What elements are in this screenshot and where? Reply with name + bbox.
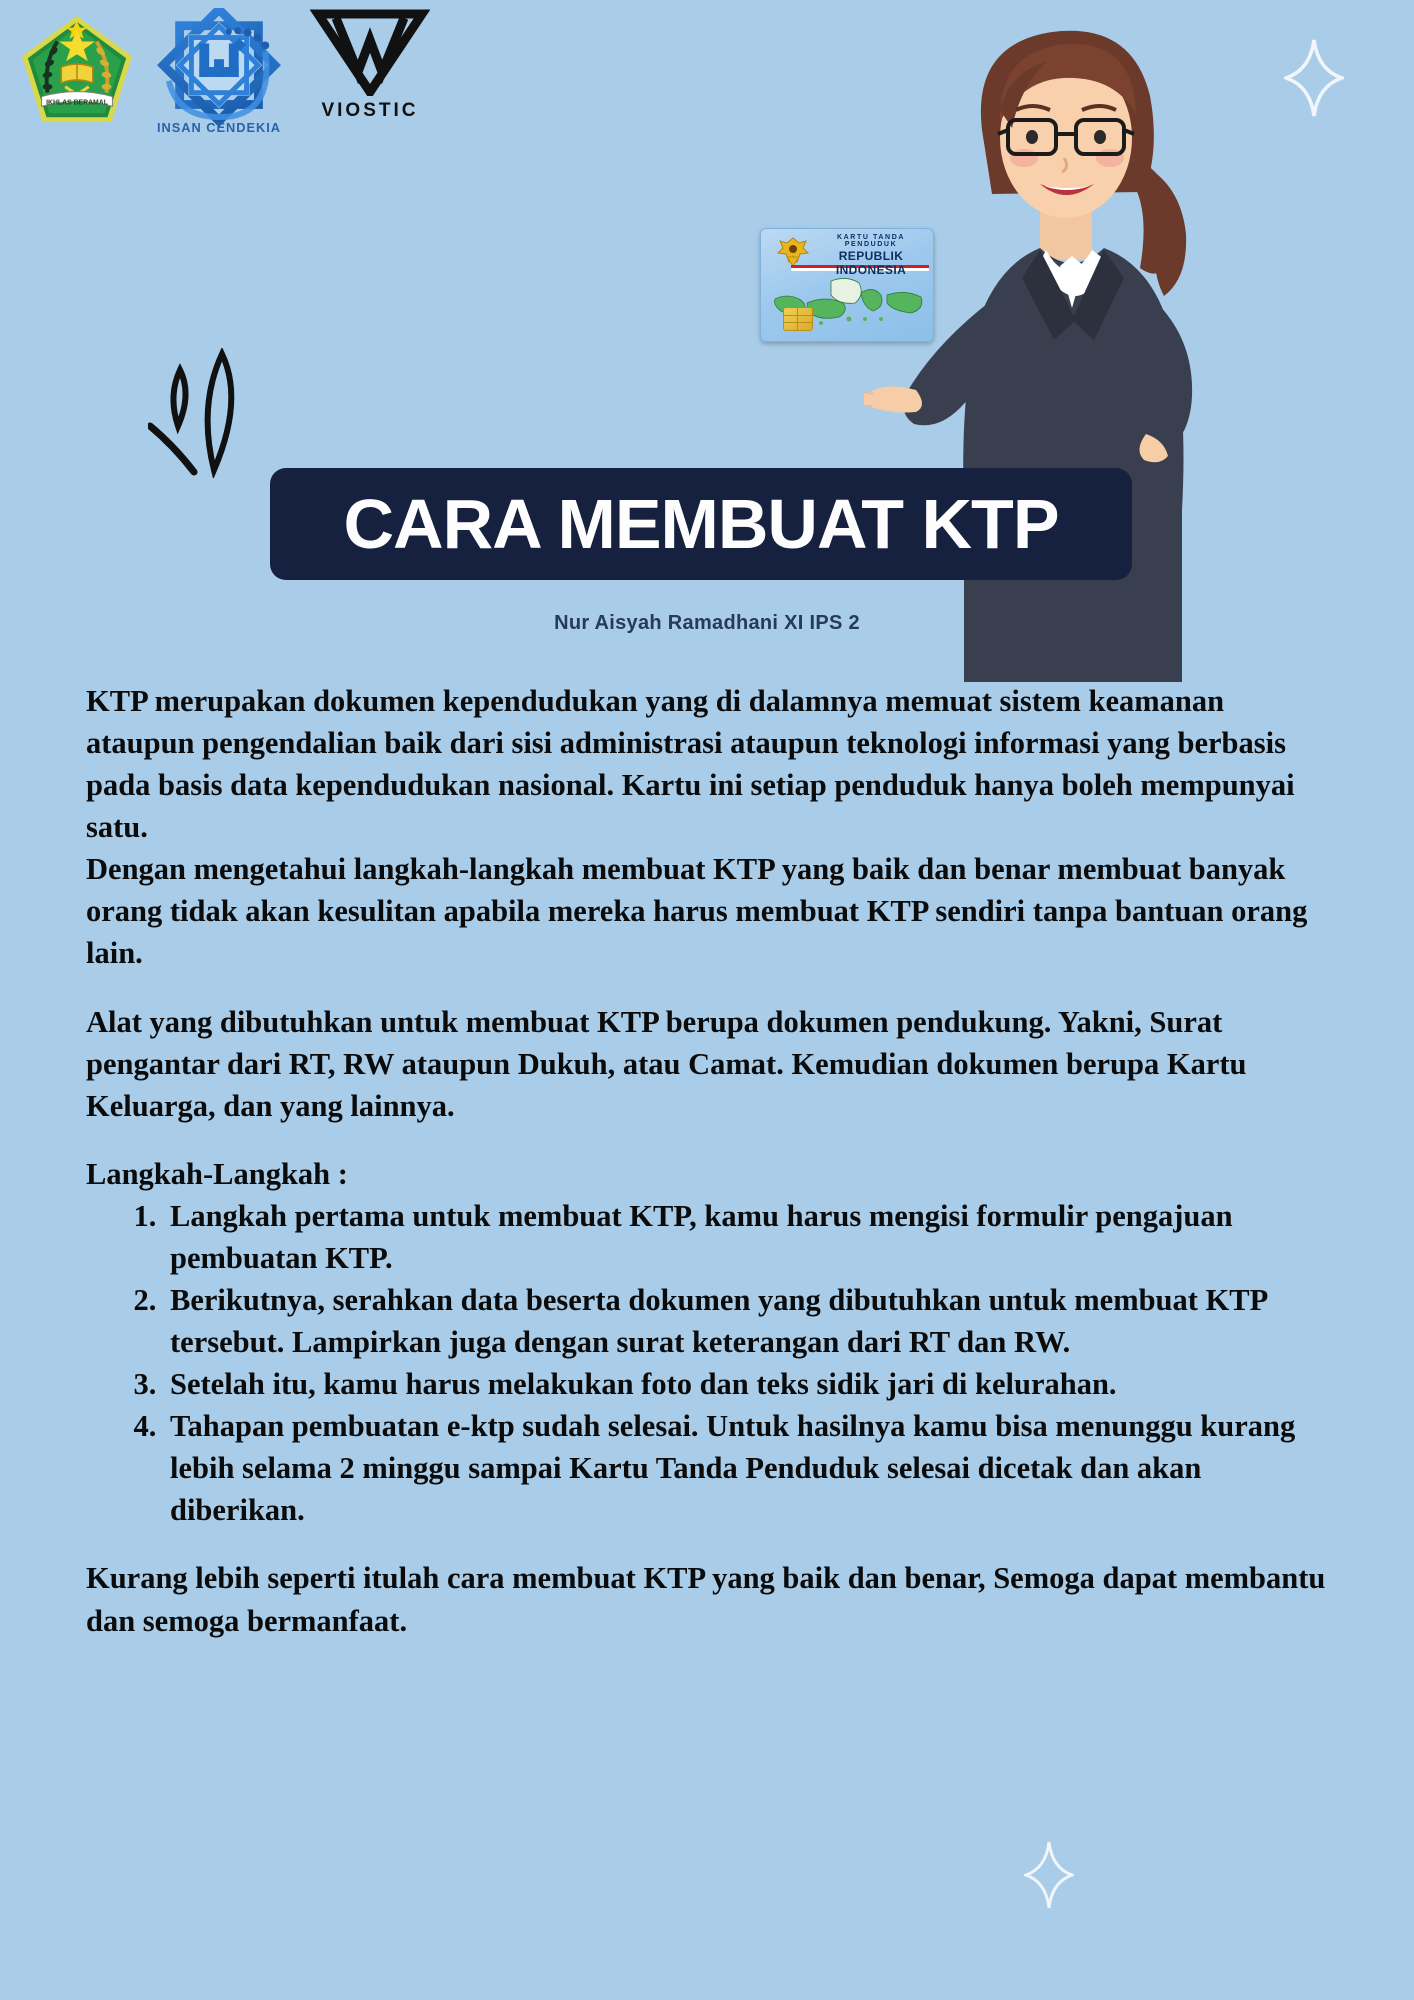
- viostic-logo: [310, 8, 430, 121]
- list-item: 3. Setelah itu, kamu harus melakukan foto dan teks sidik jari di kelurahan.: [164, 1363, 1331, 1405]
- page-title: CARA MEMBUAT KTP: [343, 485, 1059, 563]
- tools-paragraph: Alat yang dibutuhkan untuk membuat KTP berupa dokumen pendukung. Yakni, Surat pengantar dari RT, RW ataupun Dukuh, atau Camat. Kemudian dokumen berupa Kartu Keluarga, dan yang lainnya.: [86, 1004, 1247, 1123]
- book-icon: [61, 63, 92, 83]
- intro-paragraph-2: Dengan mengetahui langkah-langkah membuat KTP yang baik dan benar membuat banyak orang tidak akan kesulitan apabila mereka harus membuat KTP sendiri tanpa bantuan orang lain.: [86, 852, 1308, 971]
- sparkle-bottom-icon: [1024, 1840, 1074, 1910]
- ktp-chip-icon: [783, 307, 813, 331]
- leaf-doodle-icon: [148, 348, 278, 478]
- insan-cendekia-label: INSAN CENDEKIA: [157, 120, 281, 136]
- title-banner: [270, 468, 1132, 580]
- logo-row: [0, 0, 560, 150]
- closing-paragraph: Kurang lebih seperti itulah cara membuat KTP yang baik dan benar, Semoga dapat membantu dan semoga bermanfaat.: [86, 1561, 1326, 1638]
- list-item: 4. Tahapan pembuatan e-ktp sudah selesai. Untuk hasilnya kamu bisa menunggu kurang lebih selama 2 minggu sampai Kartu Tanda Penduduk selesai dicetak dan akan diberikan.: [164, 1405, 1331, 1531]
- garuda-icon: [773, 235, 813, 269]
- ktp-line-1: KARTU TANDA PENDUDUK: [836, 234, 906, 248]
- ktp-line-2: REPUBLIK INDONESIA: [835, 249, 907, 277]
- kemenag-ribbon-text: IKHLAS BERAMAL: [46, 99, 108, 107]
- viostic-label: VIOSTIC: [321, 100, 419, 121]
- insan-cendekia-logo: [155, 8, 283, 136]
- sparkle-top-icon: [1284, 38, 1344, 118]
- intro-paragraph-1: KTP merupakan dokumen kependudukan yang di dalamnya memuat sistem keamanan ataupun pengendalian baik dari sisi administrasi ataupun teknologi informasi yang berbasis pada basis data kependudukan nasional. Kartu ini setiap penduduk hanya boleh mempunyai satu.: [86, 684, 1295, 845]
- author-subtitle: Nur Aisyah Ramadhani XI IPS 2: [554, 612, 860, 634]
- steps-list: [86, 1195, 1331, 1532]
- steps-heading: Langkah-Langkah :: [86, 1156, 348, 1191]
- presenter-illustration: [864, 10, 1284, 690]
- list-item: 1. Langkah pertama untuk membuat KTP, kamu harus mengisi formulir pengajuan pembuatan KTP.: [164, 1195, 1331, 1279]
- viostic-mark-icon: [310, 8, 430, 96]
- list-item: 2. Berikutnya, serahkan data beserta dokumen yang dibutuhkan untuk membuat KTP tersebut. Lampirkan juga dengan surat keterangan dari RT dan RW.: [164, 1279, 1331, 1363]
- kemenag-logo: [18, 12, 136, 130]
- body-copy: [86, 680, 1331, 1642]
